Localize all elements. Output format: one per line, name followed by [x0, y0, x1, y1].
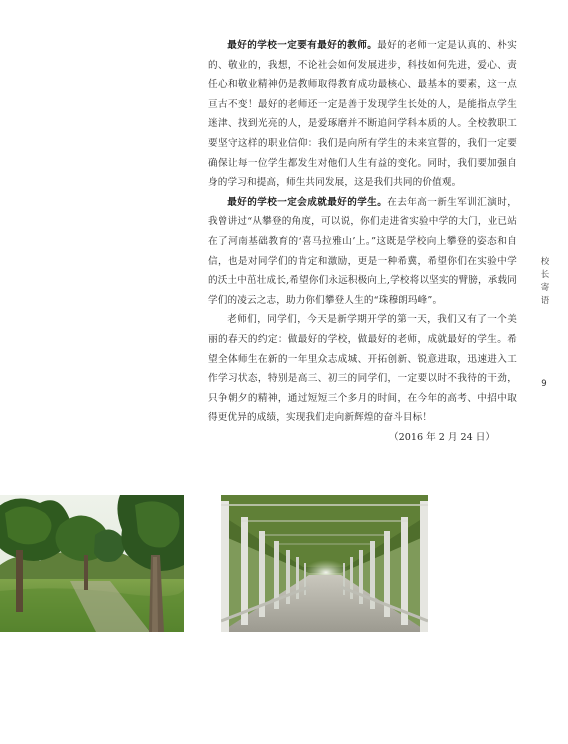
vine-corridor-photo	[221, 495, 428, 632]
paragraph-best-students	[208, 193, 517, 311]
paragraph-body: 老师们，同学们，今天是新学期开学的第一天，我们又有了一个美丽的春天的约定：做最好的学校，做最好的老师，成就最好的学生。希望全体师生在新的一年里众志成城、开拓创新、锐意进取，迅速进入工作学习状态，特别是高三、初三的同学们，一定要以时不我待的干劲，只争朝夕的精神，通过短短三个多月的时间，在今年的高考、中招中取得更优异的成绩，实现我们走向新辉煌的奋斗目标！	[208, 314, 517, 424]
section-title-char: 寄	[540, 283, 550, 293]
section-title-vertical	[538, 256, 552, 308]
paragraph-body: 最好的老师一定是认真的、朴实的、敬业的，我想，不论社会如何发展进步，科技如何先进，爱心、责任心和敬业精神仍是教师取得教育成功最核心、最基本的要素，这一点亘古不变！最好的老师还一定是善于发现学生长处的人，是能指点学生迷津、找到光亮的人，是爱琢磨并不断追问学科本质的人。全校教职工要坚守这样的职业信仰：我们是向所有学生的未来宣誓的，我们一定要确保让每一位学生都发生对他们人生有益的变化。同时，我们要加强自身的学习和提高，师生共同发展，这是我们共同的价值观。	[208, 40, 517, 189]
paragraph-closing	[208, 310, 517, 428]
section-title-char: 语	[540, 296, 550, 306]
paragraph-heading: 最好的学校一定要有最好的教师。	[227, 40, 378, 51]
page-number: 9	[541, 379, 547, 389]
tree-park-photo	[0, 495, 184, 632]
section-title-char: 校	[540, 257, 550, 267]
paragraph-best-teachers	[208, 36, 517, 193]
section-title-char: 长	[540, 270, 550, 280]
article	[208, 36, 517, 447]
paragraph-heading: 最好的学校一定会成就最好的学生。	[227, 196, 388, 208]
speech-date: （2016 年 2 月 24 日）	[389, 431, 495, 443]
paragraph-body: 在去年高一新生军训汇演时，我曾讲过“从攀登的角度，可以说，你们走进省实验中学的大门，业已站在了河南基础教育的‘喜马拉雅山’上。”这既是学校向上攀登的姿态和自信，也是对同学们的肯定和激励，更是一种希冀，希望你们在实验中学的沃土中茁壮成长,希望你们永远积极向上,学校将以坚实的臂膀，承载同学们的凌云之志，助力你们攀登人生的“珠穆朗玛峰”。	[208, 196, 518, 306]
